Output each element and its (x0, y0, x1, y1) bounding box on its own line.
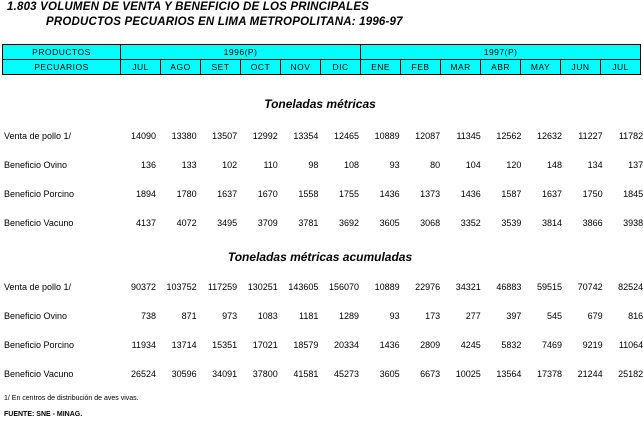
footnote: 1/ En centros de distribución de aves vivas. (4, 395, 139, 402)
row-value: 14090 (130, 131, 156, 141)
row-value: 1436 (379, 189, 400, 199)
table-row (0, 160, 643, 174)
row-value: 102 (222, 160, 238, 170)
row-value: 25182 (618, 369, 643, 379)
month-header: SET (201, 60, 241, 75)
row-value: 1670 (257, 189, 278, 199)
row-value: 4072 (176, 218, 197, 228)
row-value: 973 (222, 311, 238, 321)
row-value: 156070 (328, 282, 359, 292)
row-value: 738 (140, 311, 156, 321)
row-value: 136 (140, 160, 156, 170)
month-header: ABR (481, 60, 521, 75)
table-row (0, 131, 643, 145)
row-value: 1373 (420, 189, 441, 199)
row-value: 11934 (131, 340, 156, 350)
row-value: 148 (546, 160, 562, 170)
row-value: 1750 (582, 189, 603, 199)
row-value: 93 (389, 311, 400, 321)
row-value: 117259 (207, 282, 238, 292)
row-value: 82524 (618, 282, 643, 292)
month-header: AGO (161, 60, 201, 75)
row-value: 12632 (536, 131, 562, 141)
row-value: 104 (465, 160, 481, 170)
row-value: 4137 (135, 218, 156, 228)
row-value: 11345 (456, 131, 481, 141)
row-value: 1780 (176, 189, 197, 199)
row-label: Beneficio Ovino (4, 160, 68, 170)
row-value: 26524 (130, 369, 156, 379)
row-value: 134 (587, 160, 603, 170)
row-label: Beneficio Porcino (4, 340, 75, 350)
month-header: ENE (361, 60, 401, 75)
table-row (0, 340, 643, 354)
row-value: 3352 (460, 218, 481, 228)
section-title: Toneladas métricas acumuladas (227, 250, 413, 264)
row-value: 143605 (288, 282, 319, 292)
row-value: 4245 (460, 340, 481, 350)
row-value: 1436 (379, 340, 400, 350)
table-title-line1: 1.803 VOLUMEN DE VENTA Y BENEFICIO DE LOS PRINCIPALES (7, 1, 370, 13)
row-value: 871 (181, 311, 197, 321)
row-value: 1755 (338, 189, 359, 199)
row-value: 1587 (501, 189, 522, 199)
row-value: 3068 (420, 218, 441, 228)
header-products-line2: PECUARIOS (3, 60, 121, 75)
row-value: 5832 (501, 340, 522, 350)
row-value: 1558 (298, 189, 319, 199)
month-header: OCT (241, 60, 281, 75)
row-value: 397 (506, 311, 522, 321)
row-value: 17021 (252, 340, 278, 350)
row-value: 545 (546, 311, 562, 321)
row-value: 30596 (171, 369, 197, 379)
row-label: Beneficio Vacuno (4, 218, 74, 228)
row-value: 1845 (623, 189, 643, 199)
month-header: NOV (281, 60, 321, 75)
row-value: 3709 (257, 218, 278, 228)
header-year-1997: 1997(P) (361, 45, 641, 60)
row-value: 46883 (496, 282, 522, 292)
row-value: 3495 (217, 218, 238, 228)
row-value: 37800 (252, 369, 278, 379)
section-title: Toneladas métricas (264, 97, 376, 111)
row-value: 21244 (577, 369, 603, 379)
row-value: 173 (425, 311, 441, 321)
row-value: 3605 (379, 218, 400, 228)
row-label: Venta de pollo 1/ (4, 282, 72, 292)
row-value: 103752 (166, 282, 197, 292)
source-note: FUENTE: SNE - MINAG. (4, 411, 83, 418)
column-header (2, 44, 641, 75)
row-label: Beneficio Vacuno (4, 369, 74, 379)
row-value: 70742 (577, 282, 603, 292)
row-value: 18579 (293, 340, 319, 350)
month-header: DIC (321, 60, 361, 75)
month-header: FEB (401, 60, 441, 75)
row-value: 7469 (541, 340, 562, 350)
table-row (0, 218, 643, 232)
row-value: 6673 (420, 369, 441, 379)
row-value: 1083 (257, 311, 278, 321)
row-value: 59515 (536, 282, 562, 292)
row-value: 133 (181, 160, 197, 170)
table-row (0, 282, 643, 296)
row-value: 3938 (623, 218, 643, 228)
row-value: 1637 (217, 189, 238, 199)
row-value: 20334 (333, 340, 359, 350)
row-value: 13507 (212, 131, 238, 141)
row-value: 3692 (338, 218, 359, 228)
row-value: 10889 (374, 282, 400, 292)
row-value: 11782 (618, 131, 643, 141)
row-value: 10889 (374, 131, 400, 141)
row-value: 10025 (455, 369, 481, 379)
row-value: 13354 (293, 131, 319, 141)
row-value: 1637 (541, 189, 562, 199)
row-value: 93 (389, 160, 400, 170)
row-value: 12465 (333, 131, 359, 141)
row-value: 80 (430, 160, 441, 170)
row-value: 12992 (252, 131, 278, 141)
table-row (0, 311, 643, 325)
month-header: JUL (121, 60, 161, 75)
table-title-line2: PRODUCTOS PECUARIOS EN LIMA METROPOLITANA: 1996-97 (46, 16, 403, 28)
month-header: JUN (561, 60, 601, 75)
row-value: 3539 (501, 218, 522, 228)
row-value: 1894 (135, 189, 156, 199)
row-value: 1289 (338, 311, 359, 321)
row-value: 45273 (333, 369, 359, 379)
row-value: 90372 (130, 282, 156, 292)
row-value: 3781 (298, 218, 319, 228)
month-header: JUL (601, 60, 641, 75)
row-value: 13714 (171, 340, 197, 350)
row-value: 2809 (420, 340, 441, 350)
table-row (0, 189, 643, 203)
row-value: 34091 (212, 369, 238, 379)
row-value: 110 (263, 160, 278, 170)
row-value: 137 (628, 160, 643, 170)
row-value: 3866 (582, 218, 603, 228)
row-value: 12087 (415, 131, 441, 141)
row-value: 98 (308, 160, 319, 170)
row-value: 13380 (171, 131, 197, 141)
row-label: Beneficio Porcino (4, 189, 75, 199)
row-value: 11064 (618, 340, 643, 350)
month-header: MAR (441, 60, 481, 75)
month-header: MAY (521, 60, 561, 75)
row-value: 41581 (293, 369, 319, 379)
row-value: 9219 (582, 340, 603, 350)
row-value: 34321 (455, 282, 481, 292)
row-value: 17378 (536, 369, 562, 379)
table-row (0, 369, 643, 383)
row-value: 22976 (415, 282, 441, 292)
header-products-line1: PRODUCTOS (3, 45, 121, 60)
row-value: 130251 (247, 282, 278, 292)
row-value: 3814 (541, 218, 562, 228)
row-value: 3605 (379, 369, 400, 379)
row-value: 12562 (496, 131, 522, 141)
header-year-1996: 1996(P) (121, 45, 361, 60)
row-value: 816 (628, 311, 643, 321)
row-value: 15351 (212, 340, 238, 350)
row-label: Beneficio Ovino (4, 311, 68, 321)
row-value: 13564 (496, 369, 522, 379)
row-value: 120 (506, 160, 522, 170)
row-value: 1181 (299, 311, 319, 321)
row-value: 1436 (460, 189, 481, 199)
row-value: 11227 (578, 131, 603, 141)
row-label: Venta de pollo 1/ (4, 131, 72, 141)
row-value: 679 (587, 311, 603, 321)
row-value: 108 (343, 160, 359, 170)
row-value: 277 (465, 311, 481, 321)
